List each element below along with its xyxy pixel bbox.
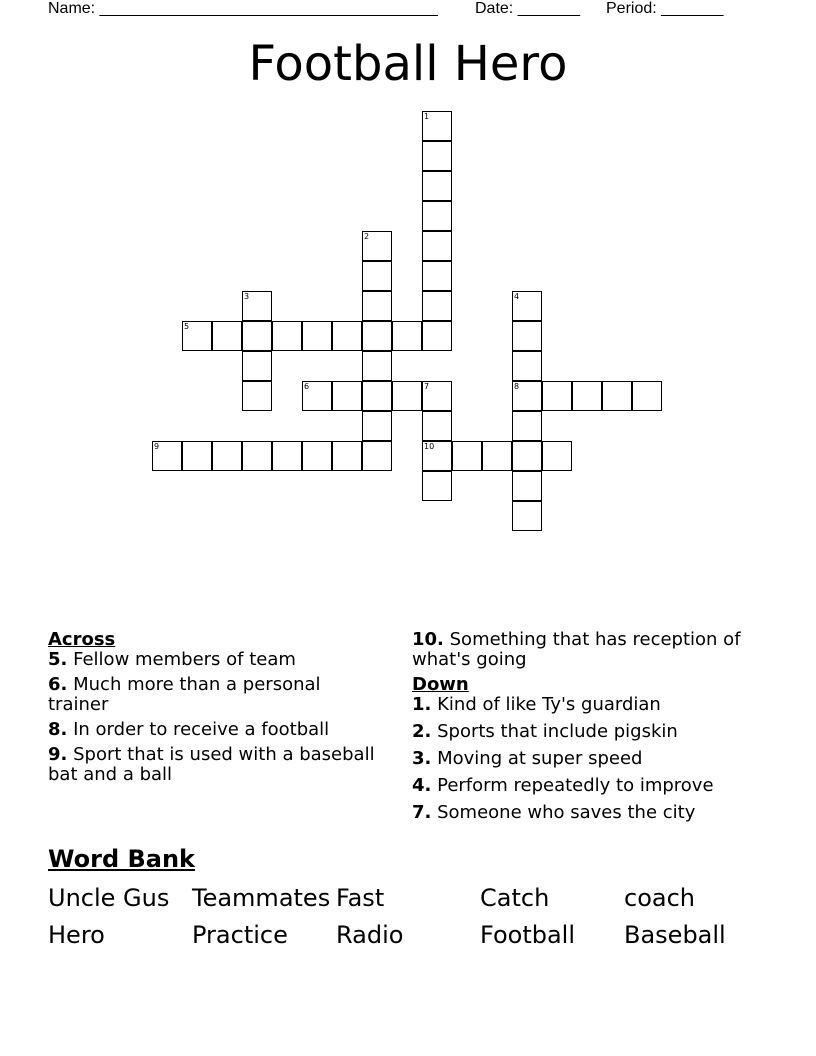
crossword-cell[interactable]	[602, 381, 632, 411]
clue-text: In order to receive a football	[73, 719, 330, 740]
crossword-cell[interactable]	[362, 351, 392, 381]
crossword-cell[interactable]	[422, 141, 452, 171]
clue-down-1	[412, 695, 772, 715]
clue-down-7	[412, 803, 772, 823]
crossword-cell[interactable]	[542, 381, 572, 411]
page-title: Football Hero	[248, 36, 568, 92]
clue-across-5	[48, 650, 378, 670]
down-heading: Down	[412, 674, 469, 695]
period-field-label: Period: _______	[606, 0, 724, 17]
word-bank-item: Catch	[480, 884, 550, 912]
crossword-cell[interactable]	[362, 321, 392, 351]
crossword-cell[interactable]	[422, 171, 452, 201]
crossword-cell[interactable]	[392, 381, 422, 411]
crossword-cell[interactable]	[362, 441, 392, 471]
clue-across-6	[48, 675, 378, 715]
clue-number: 10.	[412, 629, 444, 650]
crossword-cell[interactable]	[302, 321, 332, 351]
crossword-cell[interactable]	[422, 321, 452, 351]
clue-text: Moving at super speed	[437, 748, 643, 769]
crossword-cell[interactable]	[362, 291, 392, 321]
crossword-cell[interactable]	[332, 381, 362, 411]
clue-start-number: 10	[424, 442, 435, 451]
word-bank-item: Fast	[336, 884, 385, 912]
crossword-cell[interactable]	[422, 291, 452, 321]
word-bank-item: Hero	[48, 921, 105, 949]
crossword-cell[interactable]	[272, 321, 302, 351]
crossword-cell[interactable]	[542, 441, 572, 471]
clue-text: Sport that is used with a baseball bat and a ball	[48, 744, 375, 785]
clue-text: Much more than a personal trainer	[48, 674, 321, 715]
clue-start-number: 7	[424, 382, 430, 391]
clue-start-number: 3	[244, 292, 250, 301]
crossword-cell[interactable]	[242, 351, 272, 381]
clue-number: 8.	[48, 719, 68, 740]
word-bank-item: Baseball	[624, 921, 726, 949]
crossword-cell[interactable]	[362, 381, 392, 411]
clue-down-4	[412, 776, 772, 796]
crossword-cell[interactable]	[242, 441, 272, 471]
crossword-cell[interactable]	[422, 411, 452, 441]
clue-number: 9.	[48, 744, 68, 765]
crossword-cell[interactable]	[512, 471, 542, 501]
clue-start-number: 6	[304, 382, 310, 391]
word-bank-item: Teammates	[192, 884, 331, 912]
clue-down-3	[412, 749, 772, 769]
crossword-cell[interactable]	[452, 441, 482, 471]
clue-start-number: 5	[184, 322, 190, 331]
crossword-cell[interactable]	[362, 411, 392, 441]
word-bank-item: Football	[480, 921, 576, 949]
clue-text: Sports that include pigskin	[437, 721, 678, 742]
word-bank-item: coach	[624, 884, 695, 912]
clue-start-number: 2	[364, 232, 370, 241]
clue-across-9	[48, 745, 378, 785]
clue-number: 1.	[412, 694, 432, 715]
clue-start-number: 4	[514, 292, 520, 301]
clue-start-number: 8	[514, 382, 520, 391]
clue-start-number: 9	[154, 442, 160, 451]
word-bank-item: Radio	[336, 921, 404, 949]
crossword-cell[interactable]	[512, 501, 542, 531]
crossword-cell[interactable]	[482, 441, 512, 471]
clues-left-column	[48, 630, 378, 790]
crossword-cell[interactable]	[512, 411, 542, 441]
clue-number: 6.	[48, 674, 68, 695]
crossword-cell[interactable]	[272, 441, 302, 471]
crossword-cell[interactable]	[332, 321, 362, 351]
clue-start-number: 1	[424, 112, 430, 121]
crossword-cell[interactable]	[632, 381, 662, 411]
clue-text: Perform repeatedly to improve	[437, 775, 714, 796]
clue-text: Someone who saves the city	[437, 802, 696, 823]
name-field-label: Name: ______________________________________	[48, 0, 438, 17]
clue-number: 5.	[48, 649, 68, 670]
word-bank-title: Word Bank	[48, 845, 196, 873]
clue-text: Kind of like Ty's guardian	[437, 694, 661, 715]
across-heading: Across	[48, 629, 116, 650]
clue-number: 4.	[412, 775, 432, 796]
crossword-cell[interactable]	[512, 351, 542, 381]
crossword-cell[interactable]	[512, 441, 542, 471]
crossword-cell[interactable]	[302, 441, 332, 471]
crossword-cell[interactable]	[242, 321, 272, 351]
clue-text: Fellow members of team	[73, 649, 296, 670]
crossword-cell[interactable]	[212, 441, 242, 471]
word-bank-item: Practice	[192, 921, 288, 949]
clue-across-8	[48, 720, 378, 740]
crossword-cell[interactable]	[182, 441, 212, 471]
crossword-cell[interactable]	[362, 261, 392, 291]
word-bank-item: Uncle Gus	[48, 884, 170, 912]
crossword-cell[interactable]	[422, 261, 452, 291]
date-field-label: Date: _______	[475, 0, 580, 17]
crossword-cell[interactable]	[242, 381, 272, 411]
clue-across-10	[412, 630, 772, 670]
crossword-cell[interactable]	[392, 321, 422, 351]
crossword-cell[interactable]	[212, 321, 242, 351]
crossword-cell[interactable]	[422, 231, 452, 261]
crossword-cell[interactable]	[572, 381, 602, 411]
crossword-cell[interactable]	[422, 471, 452, 501]
clue-number: 7.	[412, 802, 432, 823]
clue-number: 2.	[412, 721, 432, 742]
crossword-cell[interactable]	[512, 321, 542, 351]
clue-number: 3.	[412, 748, 432, 769]
clues-right-column	[412, 630, 772, 828]
clue-down-2	[412, 722, 772, 742]
crossword-cell[interactable]	[332, 441, 362, 471]
crossword-cell[interactable]	[422, 201, 452, 231]
clue-text: Something that has reception of what's going	[412, 629, 741, 670]
